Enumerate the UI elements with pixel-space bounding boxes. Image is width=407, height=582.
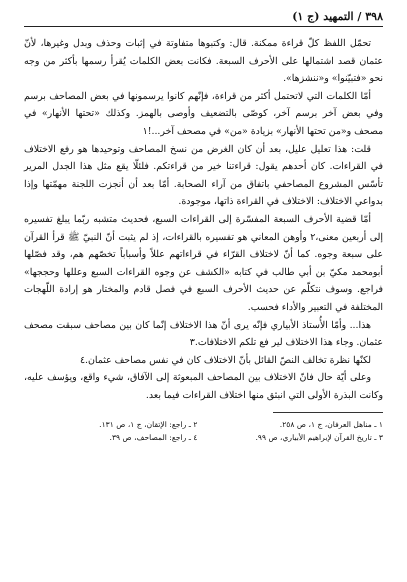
header-separator: /: [357, 10, 362, 23]
paragraph: تحمّل اللفظ كلّ قراءة ممكنة. قال: وكتبوها متفاوتة في إثبات وحذف وبدل وغيرها، لأنّ عثمان قصد اشتمالها على الأحرف السبعة. فكانت بعض الكلمات يُقرأ رسمها بأكثر من وجه نحو «فتبيّنوا» و«ننشزها».: [24, 38, 383, 85]
paragraph: وعلى أيّة حال فانّ الاختلاف بين المصاحف المبعوثة إلى الآفاق، شيء واقع، ويؤسف عليه، وكانت البذرة الأولى التي انبثق منها اختلاف القراءات فيما بعد.: [24, 372, 383, 401]
footnote: ١ ـ مناهل العرفان، ج ١، ص ٢٥٨.: [279, 420, 383, 430]
paragraph: أمّا الكلمات التي لاتحتمل أكثر من قراءة، فإنّهم كانوا يرسمونها في بعض المصاحف برسم وفي بعض آخر برسم آخر، كوصّى بالتضعيف وأوصى بالهمز. وكذلك «تحتها الأنهار» في مصحف و«من تحتها الأنهار» بزيادة «من» في مصحف آخر...!١: [24, 90, 383, 137]
footnote: ٢ ـ راجع: الإتقان، ج ١، ص ١٣١.: [99, 420, 198, 430]
footnotes: [24, 418, 383, 444]
paragraph: هذا... وأمّا الأُستاذ الأبياري فإنّه يرى أنّ هذا الاختلاف إنّما كان بين مصاحف سبقت مصحف عثمان. وجاء هذا الاختلاف لير فع تلكم الاختلافات.٣: [24, 319, 383, 349]
paragraph: أمّا قضية الأحرف السبعة المفسّرة إلى القراءات السبع، فحديث متشبه ربّما يبلغ تفسيره إلى أربعين معنى،٢ وأوهن المعاني هو تفسيره بالقراءات، إذ لم يثبت أنّ النبيّ ﷺ قرأ القرآن على سبعة وجوه. كما أنّ لاختلاف القرّاء في قراءاتهم عللاً وأسباباً تخصّهم هم، وقد فصّلها أبومحمد مكيّ بن أبي طالب في كتابه «الكشف عن وجوه القراءات السبع وعللها وحججها» فراجع. وسوف نتكلّم عن حديث الأحرف السبع في فصل قادم والمختار هو إرادة اللّهجات المختلفة في التعبير والأداء فحسب.: [24, 213, 383, 313]
footnote-separator: [273, 412, 383, 413]
header-rule: [24, 26, 383, 27]
footnote: ٤ ـ راجع: المصاحف، ص ٣٩.: [109, 433, 198, 443]
running-title: التمهيد (ج ١): [292, 10, 354, 23]
page-header: [24, 10, 383, 26]
paragraph: قلت: هذا تعليل عليل، بعد أن كان الغرض من نسخ المصاحف وتوحيدها هو رفع الاختلاف في القراءات. كان أحدهم يقول: قراءتنا خير من قراءتكم. فلئلّا يقع مثل هذا الجدل المرير تأسّس المشروع المصاحفي باتفاق من آراء الصحابة. أمّا بعد أن أنجزت اللجنة مهمّتها وإذا بدواعي الاختلاف: الاختلاف في القراءة ذاتها، موجودة.: [24, 143, 383, 208]
paragraph: لكنّها نظرة تخالف النصّ القائل بأنّ الاختلاف كان في نفس مصاحف عثمان.٤: [80, 354, 371, 366]
page-number: ٣٩٨: [365, 10, 383, 23]
footnote: ٣ ـ تاريخ القرآن لإبراهيم الأبياري، ص ٩٩.: [255, 433, 383, 443]
body-text: [24, 35, 383, 404]
running-header-group: [292, 10, 383, 23]
